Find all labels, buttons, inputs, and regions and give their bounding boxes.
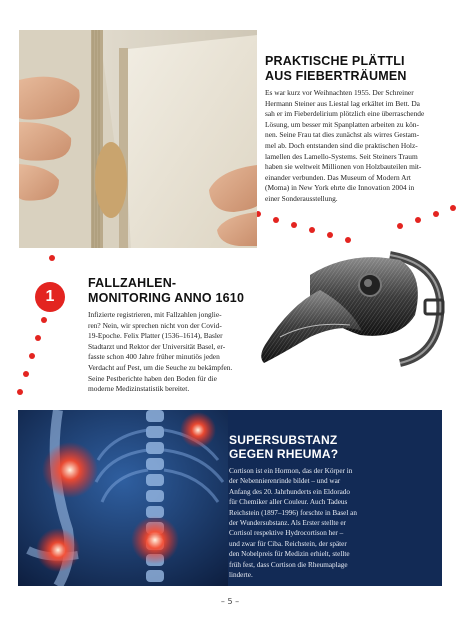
- body-line: der Wundersubstanz. Als Erster stellte er: [229, 519, 346, 528]
- number-badge: 1: [35, 282, 65, 312]
- page-number: – 5 –: [220, 597, 240, 606]
- body-line: sah er im Fieberdelirium plötzlich eine überraschende: [265, 109, 425, 119]
- body-line: Cortisol respektive Hydrocortison her –: [229, 529, 344, 538]
- body-line: Lösung, um besser mit Spanplatten arbeiten zu kön-: [265, 119, 419, 129]
- plague-section-body: [88, 310, 258, 395]
- body-line: Seine Pestberichte haben den Boden für die: [88, 373, 217, 383]
- body-line: ren? Nein, wir sprechen nicht von der Covid-: [88, 320, 222, 330]
- xray-spine-image: [18, 410, 228, 586]
- body-line: Hermann Steiner aus Liestal lag erkältet im Bett. Da: [265, 98, 420, 108]
- wood-joint-photo: [19, 30, 257, 248]
- body-line: Verdacht auf Pest, um die Seuche zu bekämpfen.: [88, 362, 233, 372]
- body-line: der Nebennierenrinde bildet – und war: [229, 477, 341, 486]
- body-line: linderte.: [229, 571, 253, 580]
- title-line: AUS FIEBERTRÄUMEN: [265, 68, 407, 83]
- wood-section-body: [265, 88, 453, 205]
- body-line: nen. Seine Frau tat dies zunächst als wirres Gestam-: [265, 130, 420, 140]
- title-line: GEGEN RHEUMA?: [229, 447, 339, 461]
- body-line: Es war kurz vor Weihnachten 1955. Der Schreiner: [265, 88, 414, 97]
- plague-section-title: [88, 276, 258, 305]
- body-line: fasste schon 400 Jahre früher minutiös jeden: [88, 352, 220, 362]
- body-line: 19-Epoche. Felix Platter (1536–1614), Basler: [88, 331, 223, 341]
- title-line: SUPERSUBSTANZ: [229, 433, 338, 447]
- rheuma-section-title: [229, 433, 409, 461]
- title-line: FALLZAHLEN-: [88, 276, 177, 290]
- body-line: Cortison ist ein Hormon, das der Körper in: [229, 467, 353, 475]
- body-line: Stadtarzt und Rektor der Universität Basel, er-: [88, 341, 226, 351]
- body-line: Infizierte registrieren, mit Fallzahlen jonglie-: [88, 310, 222, 319]
- body-line: haben sie weltweit Millionen von Holzbauteilen mit-: [265, 162, 422, 172]
- body-line: einander verbunden. Das Museum of Modern Art: [265, 172, 411, 182]
- rheuma-section-body: [229, 466, 429, 580]
- body-line: früh fest, dass Cortison die Rheumaplage: [229, 560, 348, 569]
- body-line: für Chemiker aller Couleur. Auch Tadeus: [229, 498, 348, 507]
- body-line: lamellen des Lamello-Systems. Seit Steiners Traum: [265, 151, 418, 161]
- wood-section-title: [265, 54, 445, 83]
- body-line: moderne Medizinstatistik bereitet.: [88, 384, 190, 394]
- body-line: Anfang des 20. Jahrhunderts ein Eldorado: [229, 487, 350, 496]
- body-line: den Nobelpreis für Medizin erhielt, stellte: [229, 550, 350, 559]
- body-line: einer Sonderausstellung.: [265, 193, 338, 203]
- plague-doctor-mask-illustration: [250, 245, 450, 385]
- body-line: mel ab. Doch entstanden sind die praktischen Holz-: [265, 140, 418, 150]
- body-line: Reichstein (1897–1996) forschte in Basel an: [229, 508, 357, 517]
- title-line: PRAKTISCHE PLÄTTLI: [265, 54, 405, 68]
- body-line: (Moma) in New York ehrte die Innovation 2004 in: [265, 183, 415, 193]
- title-line: MONITORING ANNO 1610: [88, 290, 245, 305]
- body-line: und zwar für Ciba. Reichstein, der später: [229, 539, 347, 548]
